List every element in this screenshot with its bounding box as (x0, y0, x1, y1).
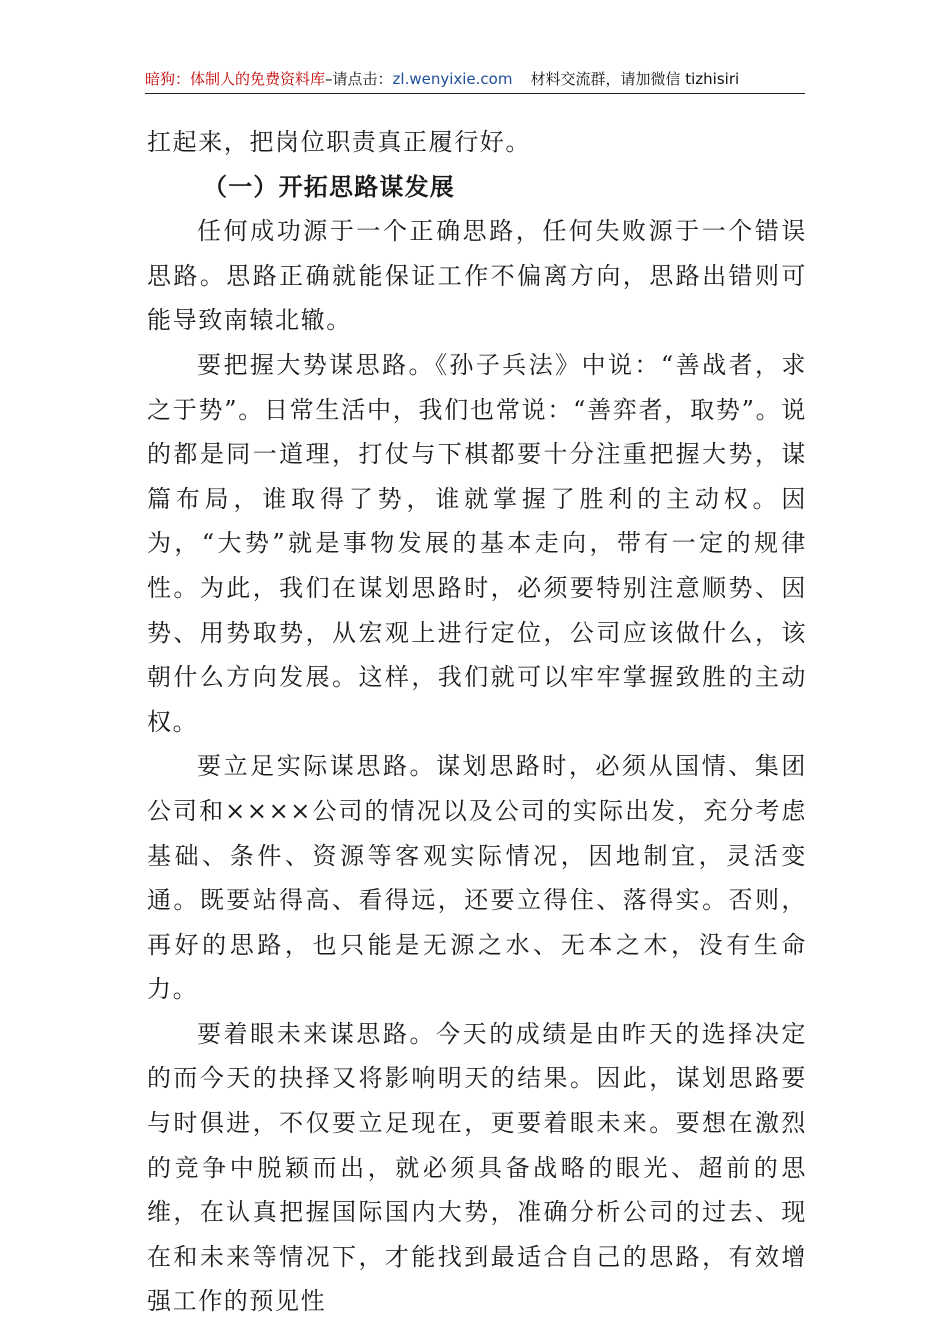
paragraph: 要把握大势谋思路。《孙子兵法》中说：“善战者，求之于势”。日常生活中，我们也常说：“善弈者，取势”。说的都是同一道理，打仗与下棋都要十分注重把握大势，谋篇布局，谁取得了势，谁就掌握了胜利的主动权。因为，“大势”就是事物发展的基本走向，带有一定的规律性。为此，我们在谋划思路时，必须要特别注意顺势、因势、用势取势，从宏观上进行定位，公司应该做什么，该朝什么方向发展。这样，我们就可以牢牢掌握致胜的主动权。 (147, 350, 807, 736)
group-note: 材料交流群，请加微信 tizhisiri (530, 70, 740, 88)
link-prefix: –请点击： (325, 70, 393, 88)
paragraph: 要立足实际谋思路。谋划思路时，必须从国情、集团公司和××××公司的情况以及公司的实际出发，充分考虑基础、条件、资源等客观实际情况，因地制宜，灵活变通。既要站得高、看得远，还要立得住、落得实。否则，再好的思路，也只能是无源之水、无本之木，没有生命力。 (147, 752, 807, 1004)
paragraph: 任何成功源于一个正确思路，任何失败源于一个错误思路。思路正确就能保证工作不偏离方向，思路出错则可能导致南辕北辙。 (147, 217, 807, 335)
paragraph: 要着眼未来谋思路。今天的成绩是由昨天的选择决定的而今天的抉择又将影响明天的结果。因此，谋划思路要与时俱进，不仅要立足现在，更要着眼未来。要想在激烈的竞争中脱颖而出，就必须具备战略的眼光、超前的思维，在认真把握国际国内大势，准确分析公司的过去、现在和未来等情况下，才能找到最适合自己的思路，有效增强工作的预见性 (147, 1019, 807, 1316)
site-url-link[interactable]: zl.wenyixie.com (392, 70, 513, 88)
site-name[interactable]: 暗狗：体制人的免费资料库 (145, 70, 326, 88)
section-heading: （一）开拓思路谋发展 (203, 171, 455, 201)
paragraph: 扛起来，把岗位职责真正履行好。 (147, 128, 531, 156)
page-header (145, 64, 805, 94)
document-body (147, 120, 807, 1324)
